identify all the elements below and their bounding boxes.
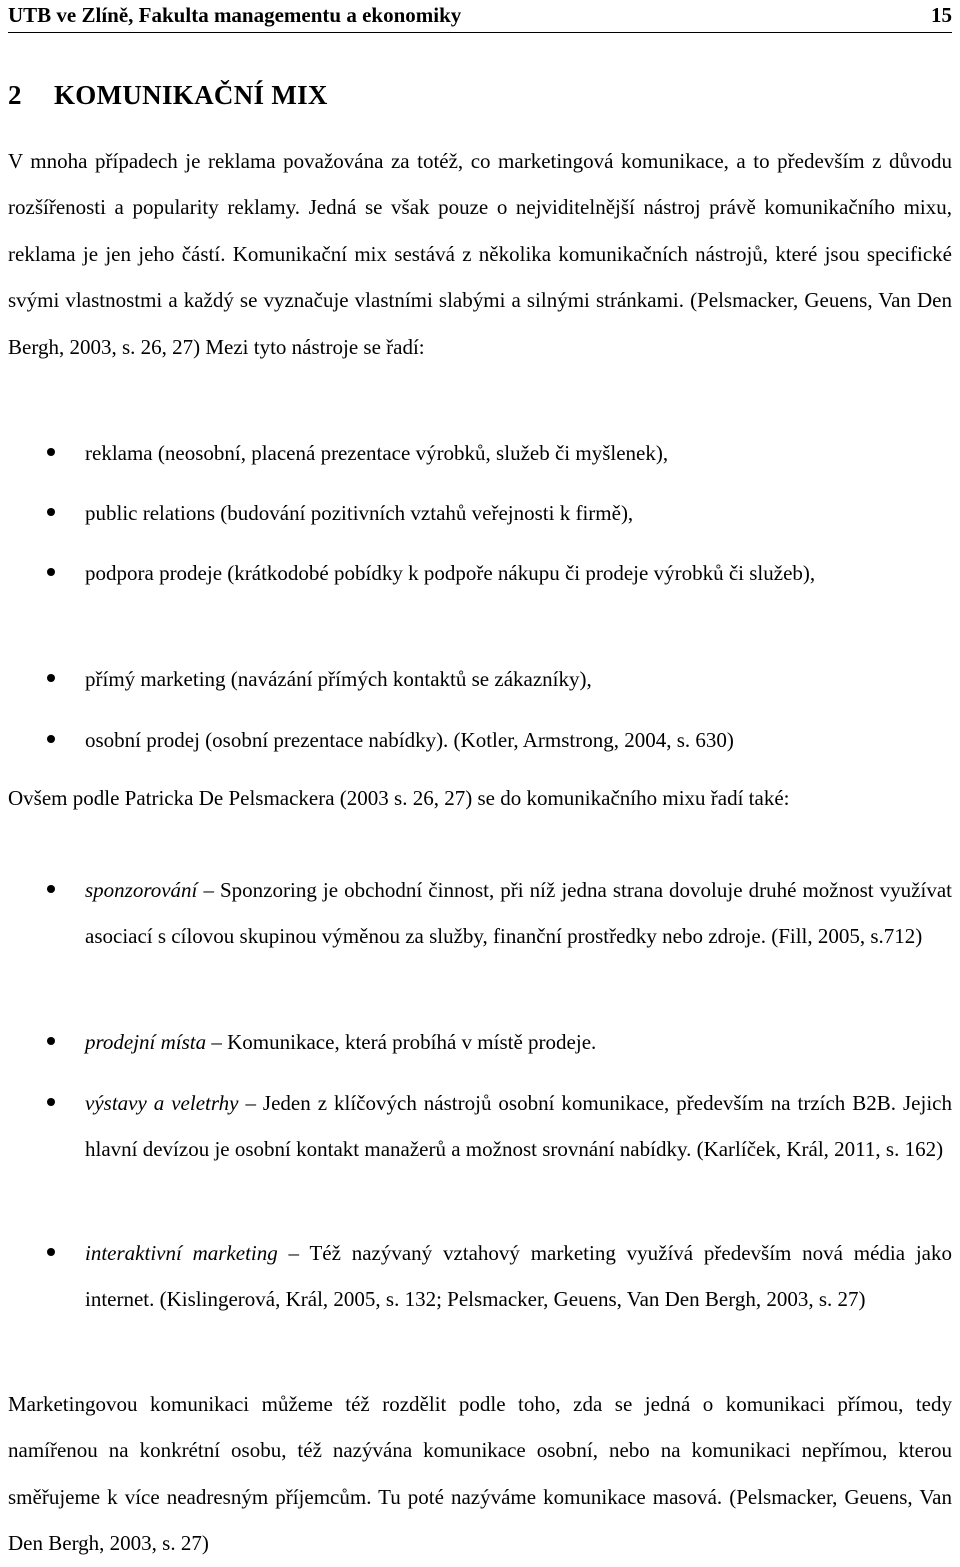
list-item-text: podpora prodeje (krátkodobé pobídky k podpoře nákupu či prodeje výrobků či služeb), xyxy=(85,561,816,585)
list-item-description: – Sponzoring je obchodní činnost, při níž jedna strana dovoluje druhé možnost využívat asociací s cílovou skupinou výměnou za služby, finanční prostředky nebo zdroje. (Fill, 2005, s.712) xyxy=(85,878,952,949)
chapter-title: KOMUNIKAČNÍ MIX xyxy=(54,80,328,110)
list-item-text xyxy=(85,1019,952,1065)
chapter-number: 2 xyxy=(8,80,22,110)
bullet-icon xyxy=(47,508,55,516)
list-item-term: sponzorování xyxy=(85,878,198,902)
list-item-text: osobní prodej (osobní prezentace nabídky). (Kotler, Armstrong, 2004, s. 630) xyxy=(85,728,734,752)
bullet-icon xyxy=(47,568,55,576)
bullet-icon xyxy=(47,1248,55,1256)
list-item-term: prodejní místa xyxy=(85,1030,207,1054)
list-item-term: výstavy a veletrhy xyxy=(85,1091,239,1115)
list-item-description: – Komunikace, která probíhá v místě prodeje. xyxy=(206,1030,597,1054)
list-item-description: – Jeden z klíčových nástrojů osobní komunikace, především na trzích B2B. Jejich hlavní devízou je osobní kontakt manažerů a možnost srovnání nabídky. (Karlíček, Král, 2011, s. 162) xyxy=(85,1091,952,1162)
bullet-icon xyxy=(47,674,55,682)
chapter-heading xyxy=(8,80,328,111)
bullet-icon xyxy=(47,1037,55,1045)
bullet-icon xyxy=(47,448,55,456)
list-item-text: přímý marketing (navázání přímých kontaktů se zákazníky), xyxy=(85,667,592,691)
list-item-text xyxy=(85,867,952,960)
list-item-description: – Též nazývaný vztahový marketing využívá především nová média jako internet. (Kislingerová, Král, 2005, s. 132; Pelsmacker, Geuens, Van Den Bergh, 2003, s. 27) xyxy=(85,1241,952,1312)
bullet-icon xyxy=(47,735,55,743)
page-header xyxy=(8,0,952,33)
list-item-term: interaktivní marketing xyxy=(85,1241,278,1265)
bullet-icon xyxy=(47,1098,55,1106)
list-item-text: reklama (neosobní, placená prezentace výrobků, služeb či myšlenek), xyxy=(85,441,669,465)
list-item-text: public relations (budování pozitivních vztahů veřejnosti k firmě), xyxy=(85,501,634,525)
page-number: 15 xyxy=(931,3,952,27)
intro-paragraph: V mnoha případech je reklama považována za totéž, co marketingová komunikace, a to především z důvodu rozšířenosti a popularity reklamy. Jedná se však pouze o nejviditelnější nástroj právě komunikačního mixu, reklama je jen jeho částí. Komunikační mix sestává z několika komunikačních nástrojů, které jsou specifické svými vlastnostmi a každý se vyznačuje vlastními slabými a silnými stránkami. (Pelsmacker, Geuens, Van Den Bergh, 2003, s. 26, 27) Mezi tyto nástroje se řadí: xyxy=(8,149,952,359)
bullet-icon xyxy=(47,885,55,893)
paragraph-3: Marketingovou komunikaci můžeme též rozdělit podle toho, zda se jedná o komunikaci přímou, tedy namířenou na konkrétní osobu, též nazývána komunikace osobní, nebo na komunikaci nepřímou, kterou směřujeme k více neadresným příjemcům. Tu poté nazýváme komunikace masová. (Pelsmacker, Geuens, Van Den Bergh, 2003, s. 27) xyxy=(8,1392,952,1556)
list-item-text xyxy=(85,1230,952,1323)
list-item-text xyxy=(85,1080,952,1173)
header-title: UTB ve Zlíně, Fakulta managementu a ekonomiky xyxy=(8,3,462,27)
paragraph-2: Ovšem podle Patricka De Pelsmackera (2003 s. 26, 27) se do komunikačního mixu řadí také: xyxy=(8,786,790,810)
